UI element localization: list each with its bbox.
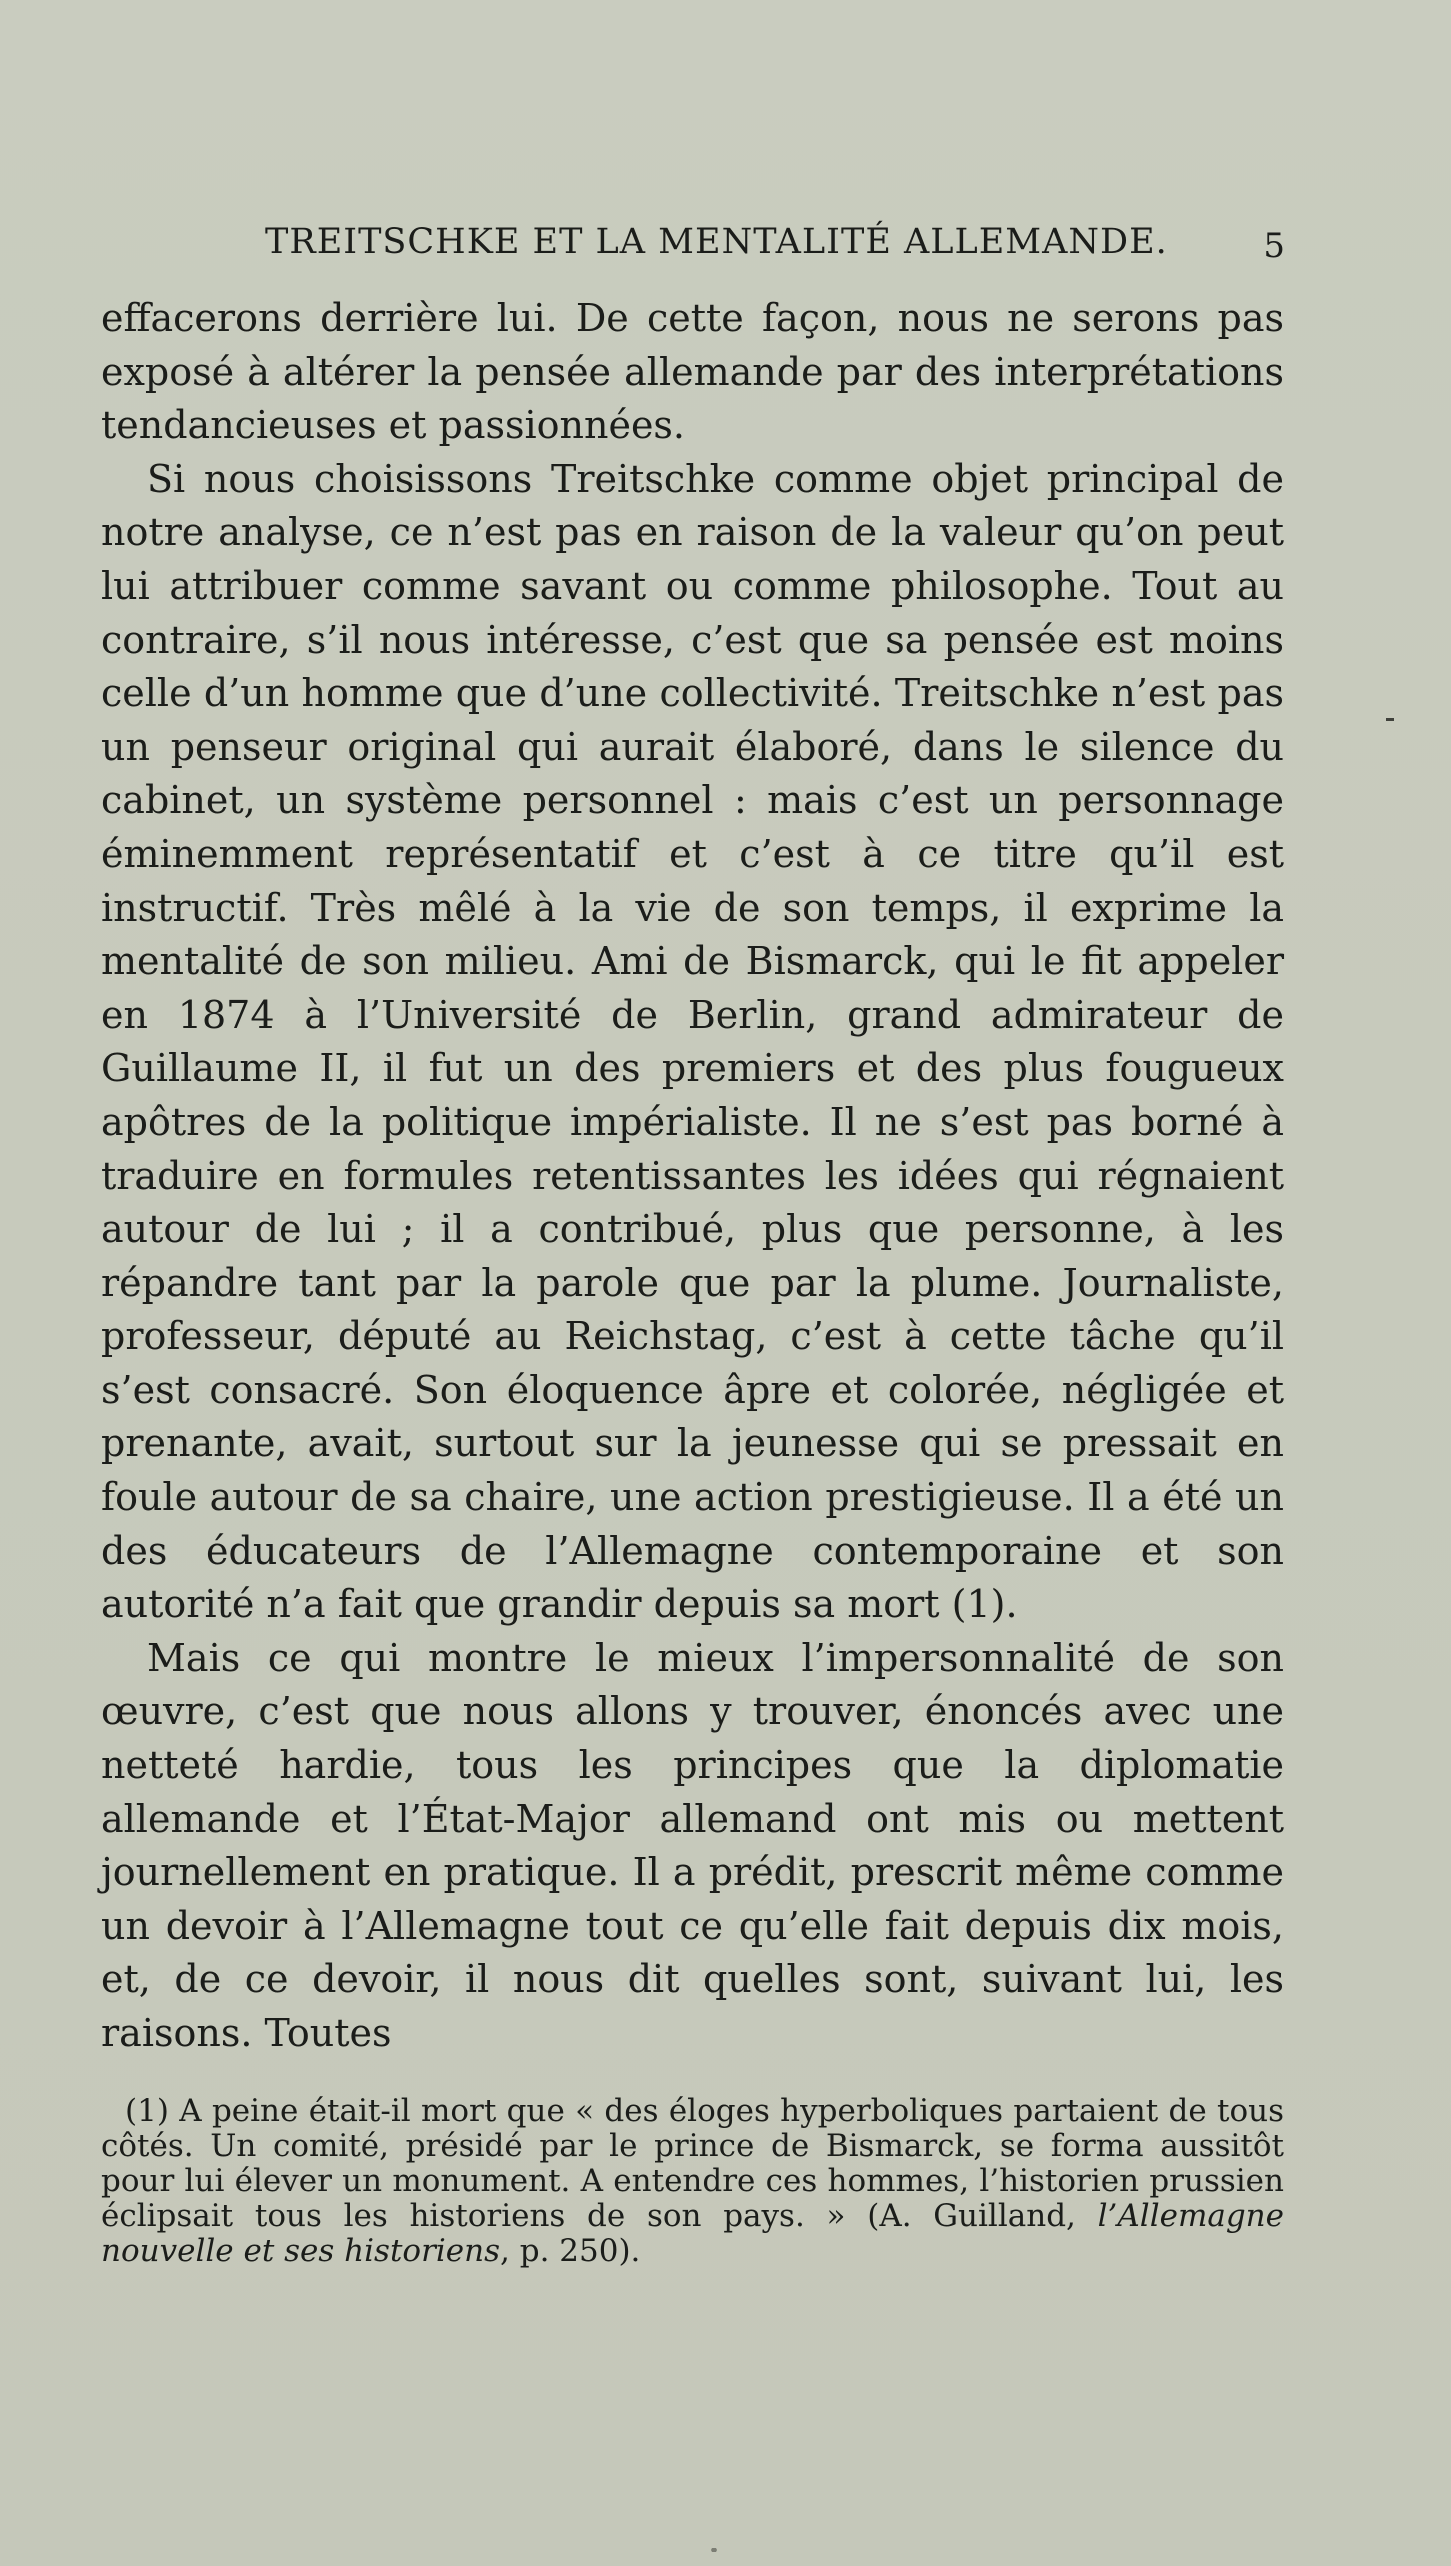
footnote-text-after: , p. 250). [500, 2233, 641, 2269]
footnote-book-title: l’Allemagne nouvelle et ses historiens [101, 2198, 1284, 2269]
paragraph-1: effacerons derrière lui. De cette façon, nous ne serons pas exposé à altérer la pensée allemande par des interprétations tendancieuses et passionnées. [101, 296, 1284, 448]
paragraph-2: Si nous choisissons Treitschke comme objet principal de notre analyse, ce n’est pas en raison de la valeur qu’on peut lui attribuer comme savant ou comme philosophe. Tout au contraire, s’il nous intéresse, c’est que sa pensée est moins celle d’un homme que d’une collectivité. Treitschke n’est pas un penseur original qui aurait élaboré, dans le silence du cabinet, un système personnel : mais c’est un personnage éminemment représentatif et c’est à ce titre qu’il est instructif. Très mêlé à la vie de son temps, il exprime la mentalité de son milieu. Ami de Bismarck, qui le fit appeler en 1874 à l’Université de Berlin, grand admirateur de Guillaume II, il fut un des premiers et des plus fougueux apôtres de la politique impérialiste. Il ne s’est pas borné à traduire en formules retentissantes les idées qui régnaient autour de lui ; il a contribué, plus que personne, à les répandre tant par la parole que par la plume. Journaliste, professeur, député au Reichstag, c’est à cette tâche qu’il s’est consacré. Son éloquence âpre et colorée, négligée et prenante, avait, surtout sur la jeunesse qui se pressait en foule autour de sa chaire, une action prestigieuse. Il a été un des éducateurs de l’Allemagne contemporaine et son autorité n’a fait que grandir depuis sa mort (1). [101, 456, 1284, 1627]
footnote [101, 2094, 1284, 2269]
main-text [101, 292, 1284, 2061]
footnote-text [101, 2094, 1284, 2269]
margin-mark [1386, 718, 1394, 721]
page-number: 5 [1263, 226, 1285, 266]
paragraph-3: Mais ce qui montre le mieux l’impersonnalité de son œuvre, c’est que nous allons y trouver, énoncés avec une netteté hardie, tous les principes que la diplomatie allemande et l’État-Major allemand ont mis ou mettent journellement en pratique. Il a prédit, prescrit même comme un devoir à l’Allemagne tout ce qu’elle fait depuis dix mois, et, de ce devoir, il nous dit quelles sont, suivant lui, les raisons. Toutes [101, 1635, 1284, 2055]
footnote-text-before: (1) A peine était-il mort que « des éloges hyperboliques partaient de tous côtés. Un comité, présidé par le prince de Bismarck, se forma aussitôt pour lui élever un monument. A entendre ces hommes, l’historien prussien éclipsait tous les historiens de son pays. » (A. Guilland, [101, 2093, 1284, 2234]
paper-speck [705, 2548, 723, 2552]
page-header [265, 222, 1285, 272]
running-title: TREITSCHKE ET LA MENTALITÉ ALLEMANDE. [265, 222, 1168, 262]
